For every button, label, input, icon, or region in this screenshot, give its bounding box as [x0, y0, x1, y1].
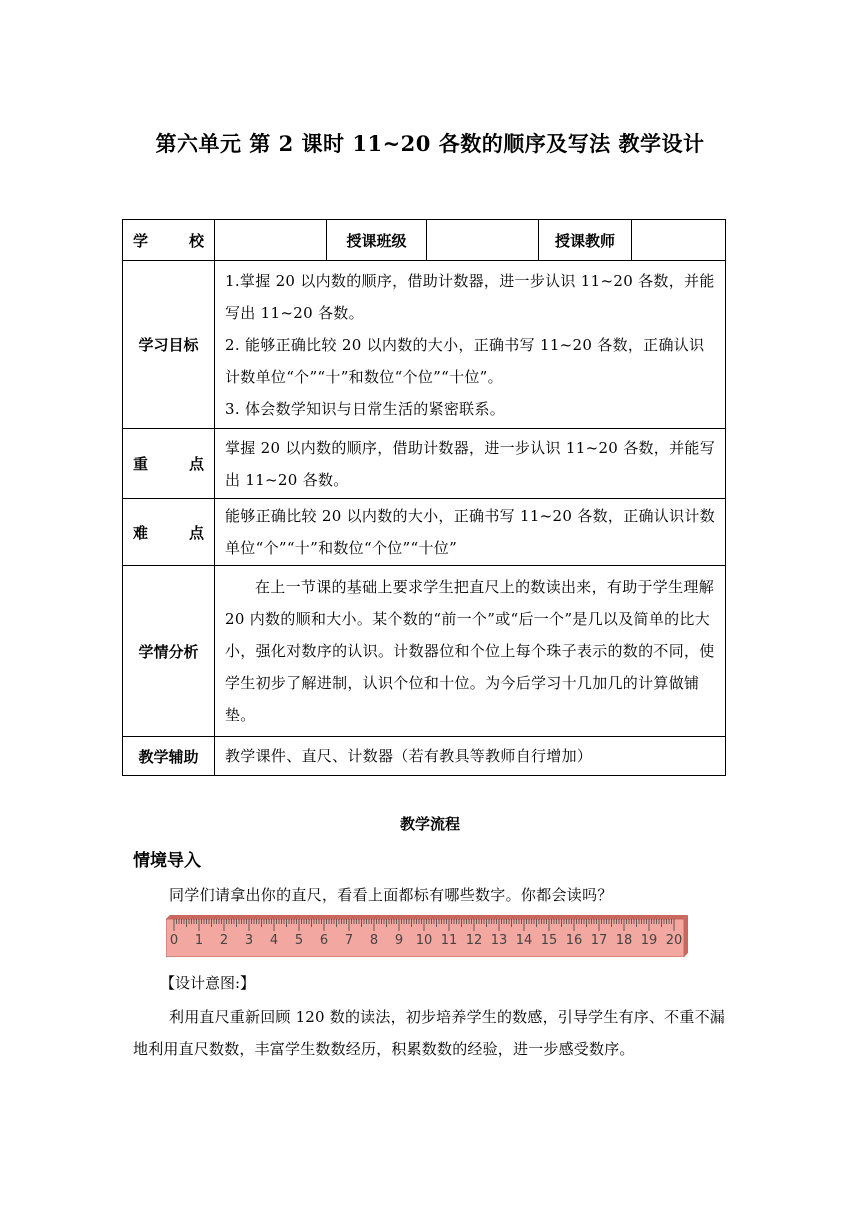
design-intent-label: 【设计意图:】 [160, 974, 256, 992]
ruler-tick-label: 11 [440, 933, 458, 948]
table-row [123, 220, 726, 261]
intro-text: 同学们请拿出你的直尺，看看上面都标有哪些数字。你都会读吗？ [169, 886, 613, 904]
difficult-point-text: 能够正确比较 20 以内数的大小，正确书写 11~20 各数，正确认识计数单位“个”“十”和数位“个位”“十位” [215, 499, 726, 566]
ruler-tick-label: 6 [319, 933, 329, 948]
section-title: 情境导入 [133, 851, 201, 871]
aids-text: 教学课件、直尺、计数器（若有教具等教师自行增加） [215, 737, 726, 776]
ruler-tick-label: 16 [565, 933, 583, 948]
key-point-label: 重点 [123, 429, 215, 499]
ruler-tick-label: 4 [269, 933, 279, 948]
class-value-cell [427, 220, 539, 261]
page-title: 第六单元 第 2 课时 11~20 各数的顺序及写法 教学设计 [155, 131, 705, 156]
table-row [123, 737, 726, 776]
ruler-tick-label: 12 [465, 933, 483, 948]
key-point-text: 掌握 20 以内数的顺序，借助计数器，进一步认识 11~20 各数，并能写出 11~20 各数。 [215, 429, 726, 499]
teacher-label: 授课教师 [539, 220, 632, 261]
table-row [123, 499, 726, 566]
analysis-text: 在上一节课的基础上要求学生把直尺上的数读出来，有助于学生理解 20 内数的顺和大小。某个数的“前一个”或“后一个”是几以及简单的比大小，强化对数序的认识。计数器位和个位上每个珠子表示的数的不同，使学生初步了解进制，认识个位和十位。为今后学习十几加几的计算做铺垫。 [215, 566, 726, 737]
table-row [123, 566, 726, 737]
ruler-tick-label: 14 [515, 933, 533, 948]
teacher-value-cell [632, 220, 726, 261]
school-value-cell [215, 220, 327, 261]
ruler-tick-label: 9 [394, 933, 404, 948]
ruler-tick-label: 7 [344, 933, 354, 948]
flow-heading: 教学流程 [399, 815, 460, 833]
ruler-tick-label: 1 [194, 933, 204, 948]
ruler-tick-label: 0 [169, 933, 179, 948]
ruler-tick-label: 10 [415, 933, 433, 948]
ruler-tick-label: 20 [665, 933, 683, 948]
ruler-figure [166, 915, 688, 957]
difficult-point-label: 难点 [123, 499, 215, 566]
objective-item: 1.掌握 20 以内数的顺序，借助计数器，进一步认识 11~20 各数，并能写出 11~20 各数。 [225, 271, 715, 322]
design-intent-text: 利用直尺重新回顾 120 数的读法，初步培养学生的数感，引导学生有序、不重不漏地利用直尺数数，丰富学生数数经历，积累数数的经验，进一步感受数序。 [133, 1008, 725, 1058]
objectives-cell [215, 261, 726, 429]
school-label: 学校 [123, 220, 215, 261]
objectives-label: 学习目标 [123, 261, 215, 429]
ruler-tick-label: 2 [219, 933, 229, 948]
table-row [123, 261, 726, 429]
ruler-side-edge [684, 915, 688, 957]
ruler-tick-label: 8 [369, 933, 379, 948]
ruler-tick-label: 3 [244, 933, 254, 948]
ruler-tick-label: 19 [640, 933, 658, 948]
table-row [123, 429, 726, 499]
objective-item: 2. 能够正确比较 20 以内数的大小，正确书写 11~20 各数，正确认识计数单位“个”“十”和数位“个位”“十位”。 [225, 335, 705, 386]
ruler-tick-label: 17 [590, 933, 608, 948]
ruler-svg [166, 915, 688, 957]
class-label: 授课班级 [327, 220, 427, 261]
objective-item: 3. 体会数学知识与日常生活的紧密联系。 [225, 399, 506, 418]
lesson-info-table [122, 219, 726, 776]
aids-label: 教学辅助 [123, 737, 215, 776]
ruler-tick-label: 18 [615, 933, 633, 948]
analysis-label: 学情分析 [123, 566, 215, 737]
ruler-tick-label: 15 [540, 933, 558, 948]
ruler-tick-label: 13 [490, 933, 508, 948]
ruler-top-edge [166, 915, 688, 919]
ruler-tick-label: 5 [294, 933, 304, 948]
